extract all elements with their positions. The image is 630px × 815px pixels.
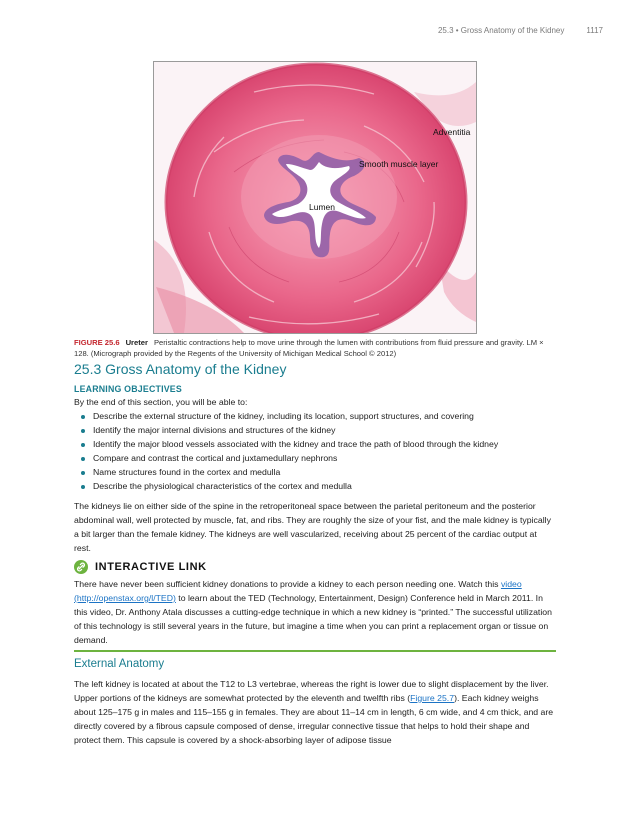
label-lumen: Lumen (309, 202, 335, 212)
label-adventitia: Adventitia (433, 127, 471, 137)
video-link[interactable]: video (500, 579, 522, 589)
learning-objectives-heading: LEARNING OBJECTIVES (74, 384, 182, 394)
list-item: Identify the major blood vessels associated with the kidney and trace the path of blood through the kidney (74, 438, 556, 452)
objectives-intro: By the end of this section, you will be able to: (74, 397, 248, 407)
external-anatomy-paragraph (74, 678, 556, 748)
external-anatomy-text-before: The left kidney is located at about the T12 to L3 vertebrae, whereas the right is lower due to slight displacement by the liver. Upper portions of the kidneys are somewhat protected by the eleventh and twelfth ribs ( (74, 679, 549, 703)
interactive-link-paragraph (74, 578, 556, 648)
external-anatomy-text-after: ). Each kidney weighs about 125–175 g in males and 115–155 g in females. They are about 11–14 cm in length, 6 cm wide, and 4 cm thick, and are directly covered by a fibrous capsule composed of dense, irregular connective tissue that helps to hold their shape and protect them. This capsule is covered by a shock-absorbing layer of adipose tissue (74, 692, 554, 745)
section-title: 25.3 Gross Anatomy of the Kidney (74, 361, 287, 377)
running-header (438, 26, 603, 35)
list-item: Describe the external structure of the kidney, including its location, support structures, and covering (74, 410, 556, 424)
figure-caption (74, 338, 554, 359)
external-anatomy-heading: External Anatomy (74, 658, 165, 670)
interactive-link-heading-row (74, 559, 207, 575)
objectives-list (74, 410, 556, 493)
micrograph-image (154, 62, 476, 333)
figure-25-7-link[interactable]: Figure 25.7 (410, 692, 455, 703)
ureter-micrograph (153, 61, 477, 334)
list-item: Describe the physiological characteristics of the cortex and medulla (74, 480, 556, 494)
link-icon (74, 560, 88, 574)
interactive-link-text-after: to learn about the TED (Technology, Entertainment, Design) Conference held in March 2011. In this video, Dr. Anthony Atala discusses a cutting-edge technique in which a new kidney is “printed.” The successful utilization of this technology is still several years in the future, but imagine a time when you can print a replacement organ or tissue on demand. (74, 592, 552, 645)
label-smooth-muscle-layer: Smooth muscle layer (359, 159, 439, 169)
interactive-link-heading: INTERACTIVE LINK (95, 561, 207, 573)
interactive-link-text-before: There have never been sufficient kidney donations to provide a kidney to each person needing one. Watch this (74, 579, 501, 589)
section-divider (74, 650, 556, 652)
figure-caption-text: Peristaltic contractions help to move urine through the lumen with contributions from fluid pressure and gravity. LM × 128. (Micrograph provided by the Regents of the University of Michigan Medical School © 2012) (74, 338, 544, 358)
page-number: 1117 (586, 26, 603, 35)
list-item: Name structures found in the cortex and medulla (74, 466, 556, 480)
list-item: Identify the major internal divisions and structures of the kidney (74, 424, 556, 438)
figure-title: Ureter (125, 338, 148, 347)
figure-number: FIGURE 25.6 (74, 338, 120, 347)
running-title: 25.3 • Gross Anatomy of the Kidney (437, 26, 565, 35)
intro-paragraph: The kidneys lie on either side of the spine in the retroperitoneal space between the parietal peritoneum and the posterior abdominal wall, well protected by muscle, fat, and ribs. They are roughly the size of your fist, and the male kidney is typically a bit larger than the female kidney. The kidneys are well vascularized, receiving about 25 percent of the cardiac output at rest. (74, 501, 551, 553)
list-item: Compare and contrast the cortical and juxtamedullary nephrons (74, 452, 556, 466)
ted-url-link[interactable]: (http://openstax.org/l/TED) (74, 592, 176, 603)
